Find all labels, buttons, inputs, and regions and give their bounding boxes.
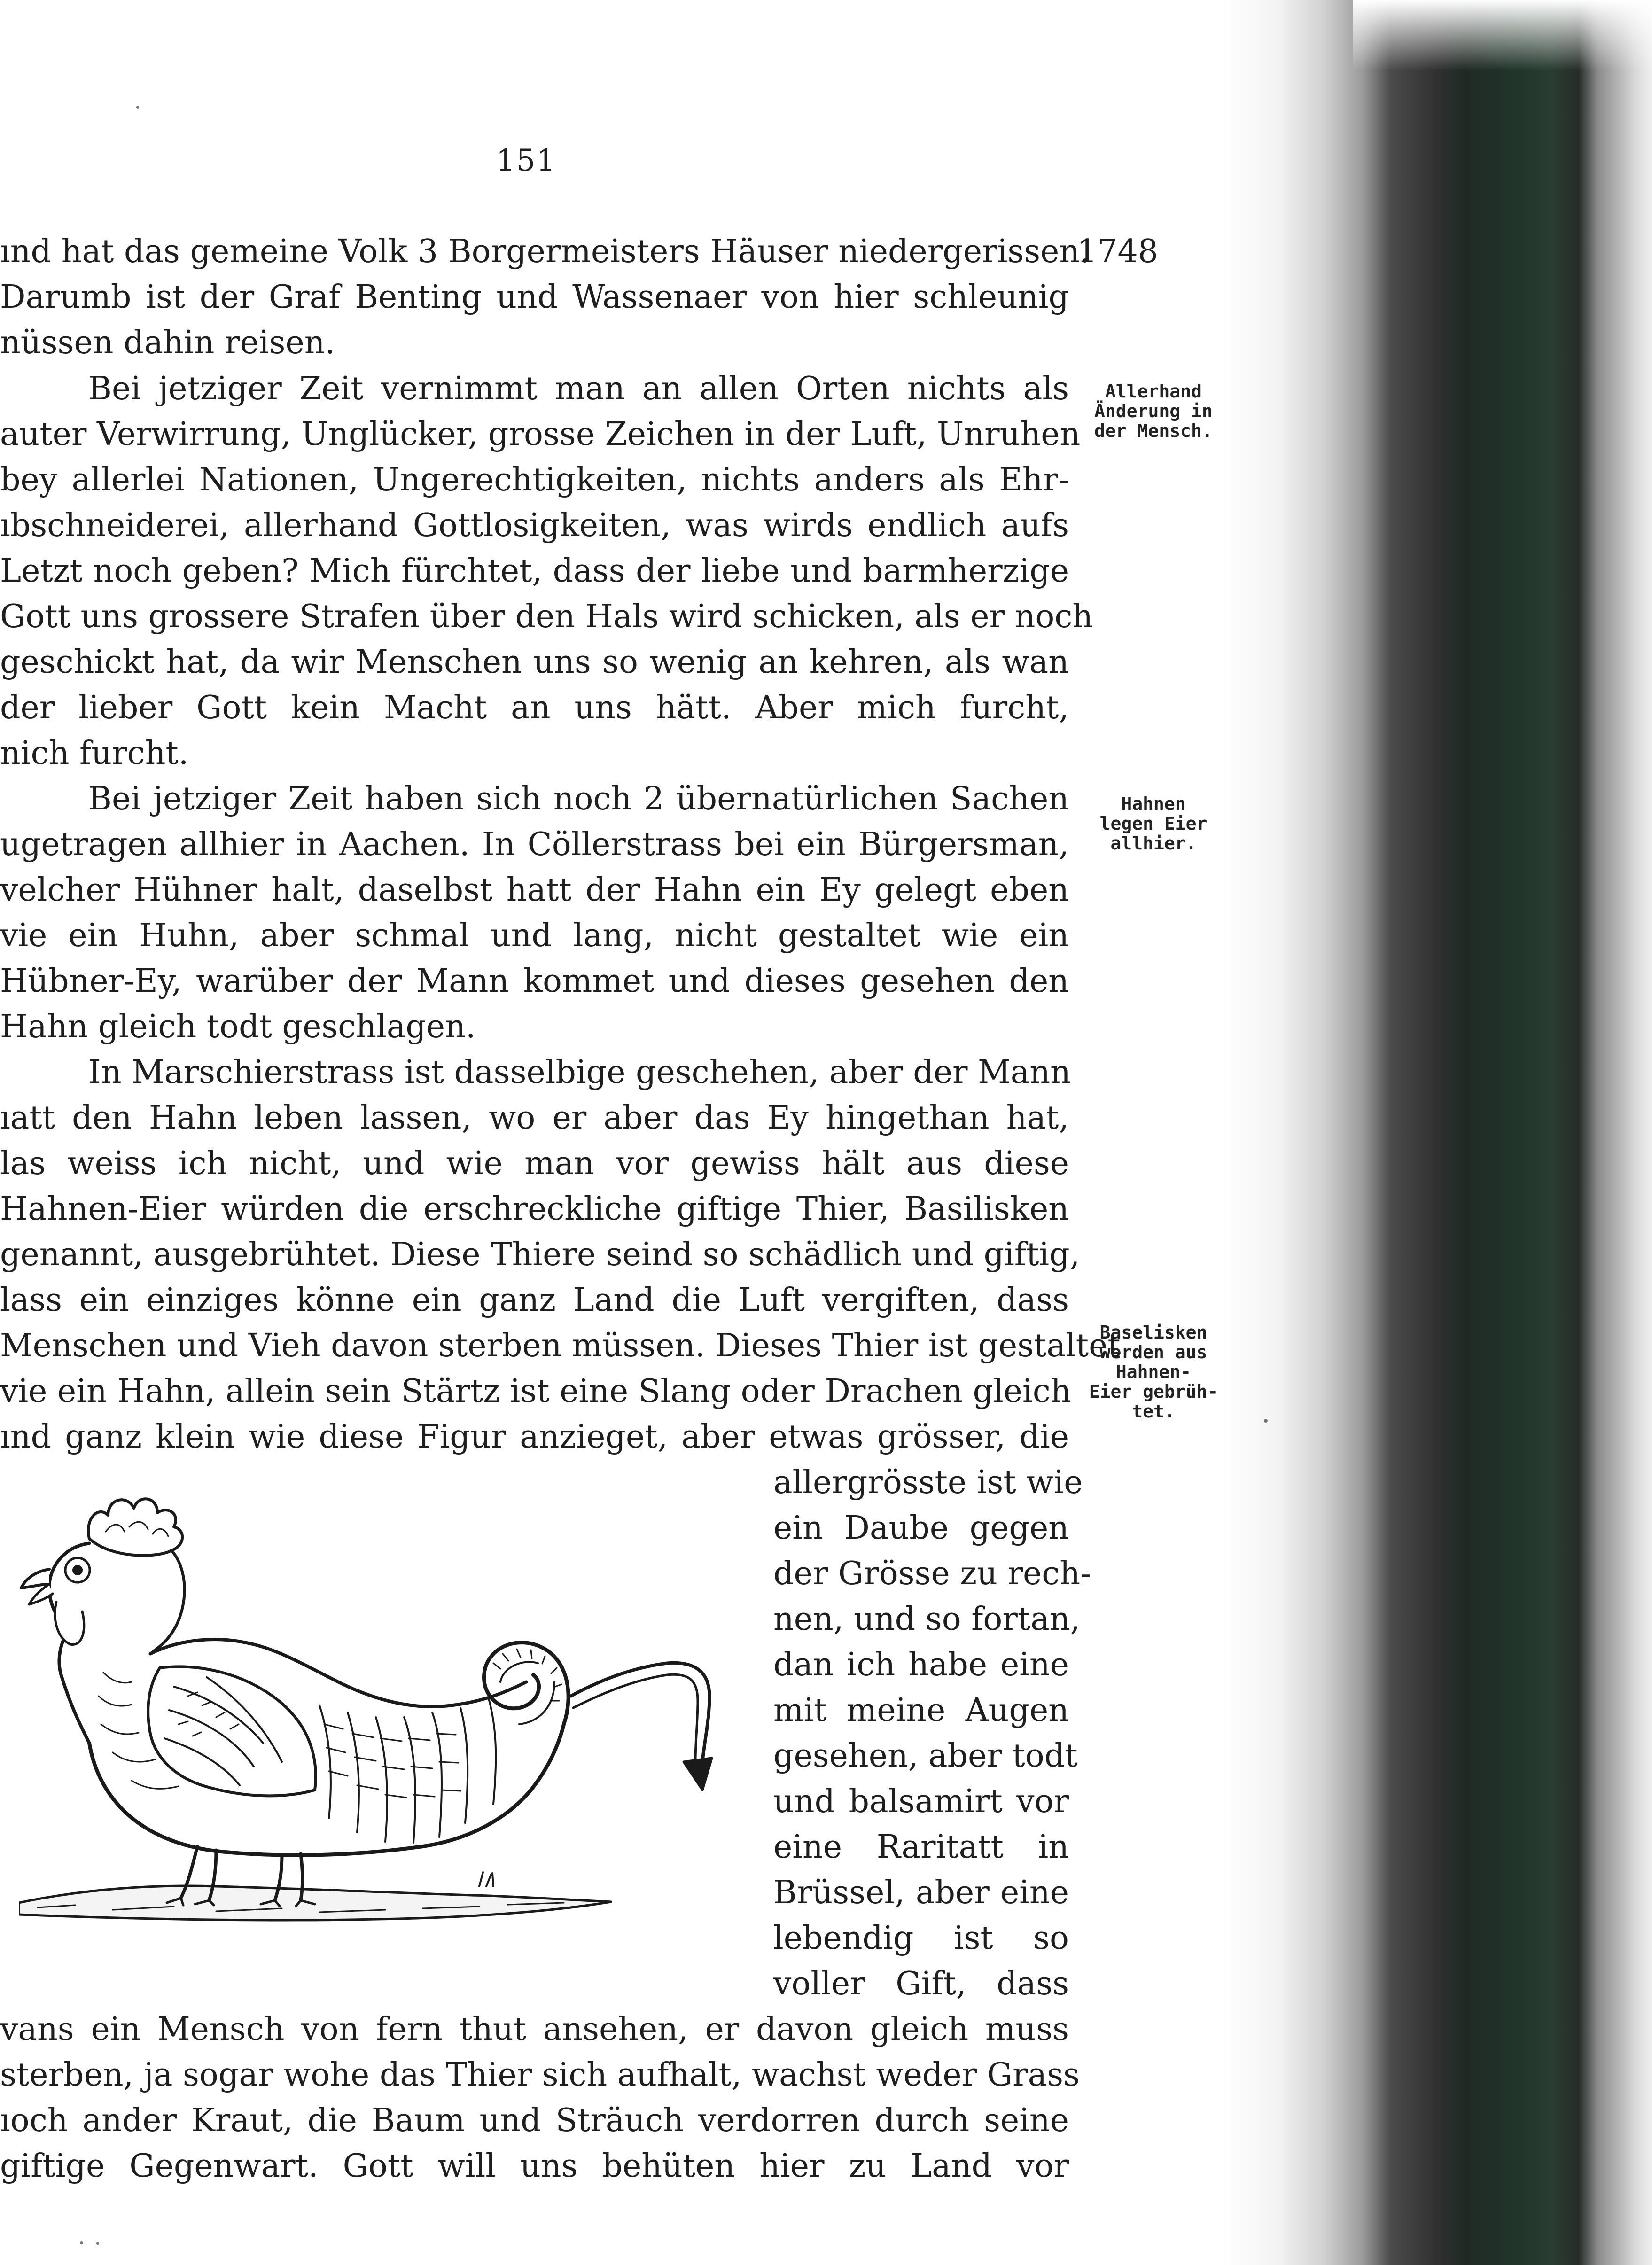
body-line: der lieber Gott kein Macht an uns hätt. Aber mich furcht, — [0, 689, 1069, 726]
body-line: giftige Gegenwart. Gott will uns behüten hier zu Land vor — [0, 2148, 1069, 2185]
page-number: 151 — [496, 143, 557, 178]
wrap-line: eine Raritatt in — [773, 1829, 1069, 1866]
wrap-line: Brüssel, aber eine — [773, 1874, 1069, 1911]
body-line: vie ein Hahn, allein sein Stärtz ist eine Slang oder Drachen gleich — [0, 1373, 1071, 1410]
body-line: bey allerlei Nationen, Ungerechtigkeiten, nichts anders als Ehr- — [0, 461, 1069, 498]
body-line: ugetragen allhier in Aachen. In Cöllerstrass bei ein Bürgersman, — [0, 826, 1069, 863]
basilisk-woodcut-illustration — [19, 1461, 766, 1931]
wrap-line: dan ich habe eine — [773, 1646, 1069, 1683]
page-edge-highlight — [1353, 0, 1652, 70]
wrap-line: mit meine Augen — [773, 1692, 1069, 1729]
body-line: vans ein Mensch von fern thut ansehen, er davon gleich muss — [0, 2011, 1069, 2048]
body-line: ıoch ander Kraut, die Baum und Sträuch verdorren durch seine — [0, 2102, 1069, 2139]
book-binding-shadow — [1222, 0, 1652, 2265]
wrap-line: gesehen, aber todt — [773, 1737, 1078, 1775]
body-line: Hahnen-Eier würden die erschreckliche giftige Thier, Basilisken — [0, 1191, 1069, 1228]
body-line: Menschen und Vieh davon sterben müssen. Dieses Thier ist gestaltet — [0, 1327, 1121, 1364]
scan-speck — [80, 2241, 83, 2244]
body-line: velcher Hühner halt, daselbst hatt der Hahn ein Ey gelegt eben — [0, 872, 1069, 909]
margin-note-roosters: Hahnen legen Eier allhier. — [1099, 794, 1208, 854]
scan-speck — [1264, 1419, 1268, 1423]
wrap-line: nen, und so fortan, — [773, 1601, 1081, 1638]
wrap-line: der Grösse zu rech- — [773, 1555, 1091, 1592]
body-line: las weiss ich nicht, und wie man vor gewiss hält aus diese — [0, 1145, 1069, 1182]
wrap-line: und balsamirt vor — [773, 1783, 1069, 1820]
body-line: lass ein einziges könne ein ganz Land die Luft vergiften, dass — [0, 1282, 1069, 1319]
body-line: geschickt hat, da wir Menschen uns so wenig an kehren, als wan — [0, 644, 1069, 681]
body-line: ınd hat das gemeine Volk 3 Borgermeisters Häuser niedergerissen. — [0, 233, 1090, 270]
body-line: In Marschierstrass ist dasselbige geschehen, aber der Mann — [88, 1054, 1071, 1091]
margin-note-changes: Allerhand Änderung in der Mensch. — [1094, 381, 1213, 441]
margin-note-basilisks: Baselisken werden aus Hahnen- Eier gebrüh- tet. — [1089, 1322, 1218, 1422]
body-line: Bei jetziger Zeit haben sich noch 2 übernatürlichen Sachen — [88, 780, 1069, 817]
body-line: Bei jetziger Zeit vernimmt man an allen Orten nichts als — [88, 370, 1069, 407]
margin-year: 1748 — [1077, 233, 1159, 270]
body-line: ınd ganz klein wie diese Figur anzieget, aber etwas grösser, die — [0, 1418, 1069, 1456]
body-line: sterben, ja sogar wohe das Thier sich aufhalt, wachst weder Grass — [0, 2056, 1080, 2094]
body-line: auter Verwirrung, Unglücker, grosse Zeichen in der Luft, Unruhen — [0, 416, 1081, 453]
body-line: Gott uns grossere Strafen über den Hals wird schicken, als er noch — [0, 598, 1093, 635]
wrap-line: allergrösste ist wie — [773, 1464, 1083, 1501]
body-line: nüssen dahin reisen. — [0, 324, 335, 361]
body-line: vie ein Huhn, aber schmal und lang, nicht gestaltet wie ein — [0, 917, 1069, 954]
body-line: genannt, ausgebrühtet. Diese Thiere seind so schädlich und giftig, — [0, 1236, 1080, 1273]
body-line: Letzt noch geben? Mich fürchtet, dass der liebe und barmherzige — [0, 553, 1069, 590]
wrap-line: ein Daube gegen — [773, 1510, 1069, 1547]
body-line: Hübner-Ey, warüber der Mann kommet und dieses gesehen den — [0, 963, 1069, 1000]
body-line: Hahn gleich todt geschlagen. — [0, 1008, 476, 1045]
scan-speck — [136, 106, 139, 109]
body-line: ıatt den Hahn leben lassen, wo er aber das Ey hingethan hat, — [0, 1099, 1069, 1136]
body-line: ıbschneiderei, allerhand Gottlosigkeiten, was wirds endlich aufs — [0, 507, 1069, 544]
body-line: Darumb ist der Graf Benting und Wassenaer von hier schleunig — [0, 279, 1069, 316]
wrap-line: lebendig ist so — [773, 1920, 1069, 1957]
body-line: nich furcht. — [0, 735, 189, 772]
wrap-line: voller Gift, dass — [773, 1965, 1069, 2002]
scan-speck — [96, 2242, 99, 2245]
